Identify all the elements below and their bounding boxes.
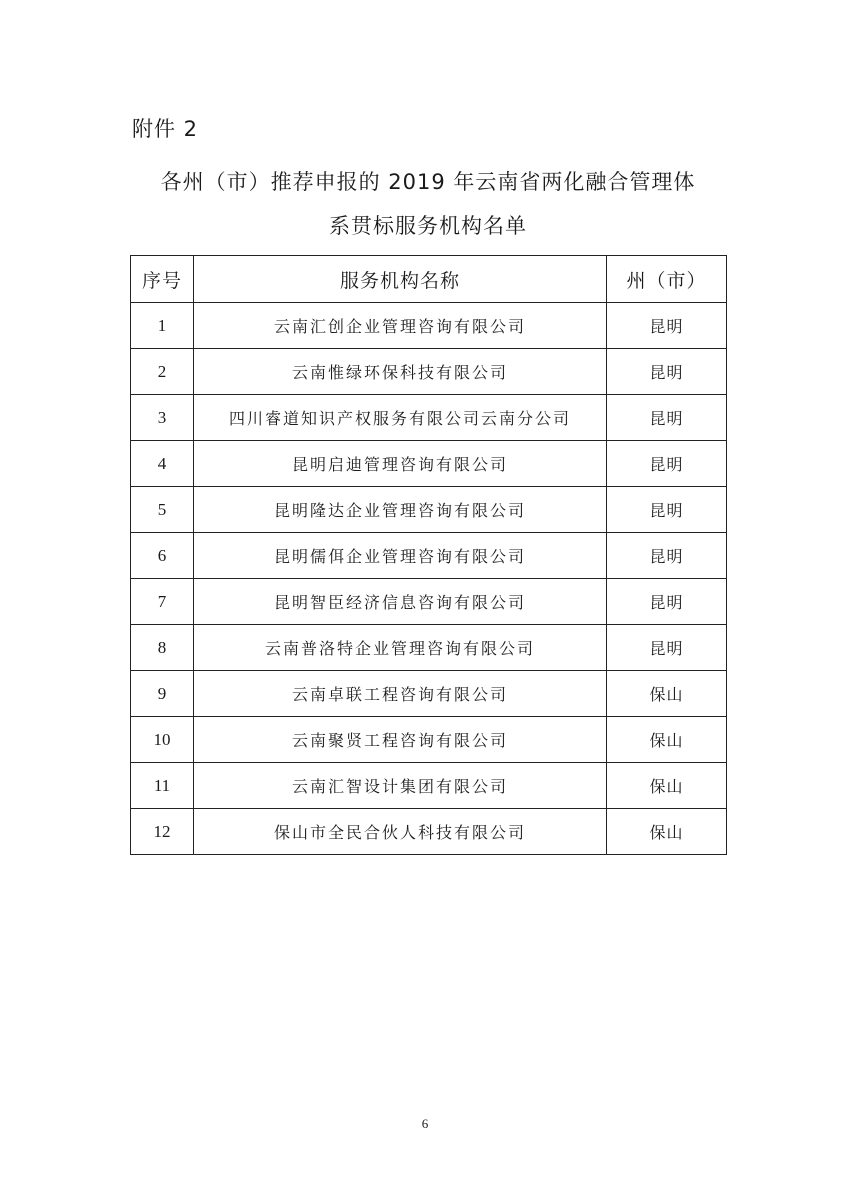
table-row	[131, 625, 727, 671]
table-row	[131, 671, 727, 717]
column-header-name: 服务机构名称	[194, 256, 607, 303]
institution-name: 云南汇智设计集团有限公司	[194, 763, 607, 809]
row-index: 2	[131, 349, 194, 395]
row-index: 5	[131, 487, 194, 533]
institution-name: 昆明儒佴企业管理咨询有限公司	[194, 533, 607, 579]
table-row	[131, 809, 727, 855]
document-title-line-2: 系贯标服务机构名单	[329, 214, 527, 238]
table-header-row	[131, 256, 727, 303]
row-index: 11	[131, 763, 194, 809]
institution-name: 保山市全民合伙人科技有限公司	[194, 809, 607, 855]
row-index: 1	[131, 303, 194, 349]
table-row	[131, 303, 727, 349]
table-row	[131, 349, 727, 395]
institution-city: 保山	[607, 671, 727, 717]
column-header-index: 序号	[131, 256, 194, 303]
institution-name: 昆明隆达企业管理咨询有限公司	[194, 487, 607, 533]
table-row	[131, 395, 727, 441]
institution-city: 昆明	[607, 579, 727, 625]
row-index: 6	[131, 533, 194, 579]
institution-name: 云南汇创企业管理咨询有限公司	[194, 303, 607, 349]
document-title-line-1: 各州（市）推荐申报的 2019 年云南省两化融合管理体	[160, 170, 696, 194]
row-index: 8	[131, 625, 194, 671]
row-index: 3	[131, 395, 194, 441]
table-row	[131, 487, 727, 533]
institution-city: 昆明	[607, 349, 727, 395]
institution-city: 保山	[607, 809, 727, 855]
institution-name: 云南普洛特企业管理咨询有限公司	[194, 625, 607, 671]
row-index: 10	[131, 717, 194, 763]
row-index: 4	[131, 441, 194, 487]
institution-city: 昆明	[607, 303, 727, 349]
row-index: 9	[131, 671, 194, 717]
page-number: 6	[421, 1116, 429, 1131]
service-institution-table	[130, 255, 727, 855]
table-body	[131, 303, 727, 855]
institution-name: 昆明智臣经济信息咨询有限公司	[194, 579, 607, 625]
table-row	[131, 763, 727, 809]
table-row	[131, 579, 727, 625]
column-header-city: 州（市）	[607, 256, 727, 303]
institution-name: 云南聚贤工程咨询有限公司	[194, 717, 607, 763]
institution-city: 昆明	[607, 533, 727, 579]
institution-name: 云南卓联工程咨询有限公司	[194, 671, 607, 717]
institution-city: 保山	[607, 763, 727, 809]
row-index: 7	[131, 579, 194, 625]
table-row	[131, 533, 727, 579]
institution-name: 云南惟绿环保科技有限公司	[194, 349, 607, 395]
institution-city: 昆明	[607, 487, 727, 533]
institution-city: 昆明	[607, 625, 727, 671]
institution-city: 昆明	[607, 395, 727, 441]
attachment-label: 附件 2	[132, 117, 199, 141]
institution-city: 昆明	[607, 441, 727, 487]
institution-city: 保山	[607, 717, 727, 763]
institution-name: 昆明启迪管理咨询有限公司	[194, 441, 607, 487]
table-row	[131, 717, 727, 763]
institution-name: 四川睿道知识产权服务有限公司云南分公司	[194, 395, 607, 441]
table-row	[131, 441, 727, 487]
row-index: 12	[131, 809, 194, 855]
